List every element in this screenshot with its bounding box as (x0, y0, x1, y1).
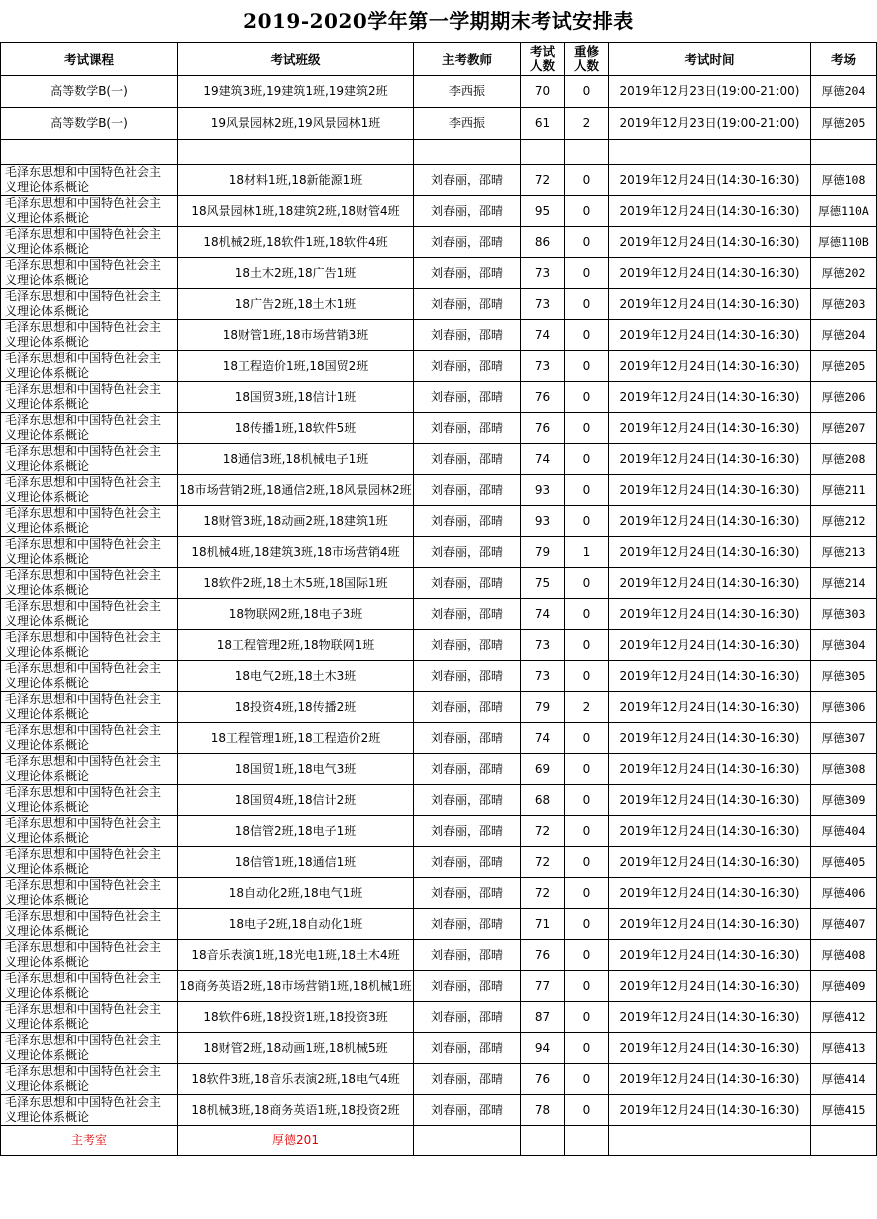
retake-cell: 0 (565, 816, 609, 847)
room-cell: 厚德207 (811, 413, 877, 444)
classes-cell: 18商务英语2班,18市场营销1班,18机械1班 (178, 971, 414, 1002)
header-room: 考场 (811, 43, 877, 76)
time-cell: 2019年12月24日(14:30-16:30) (609, 289, 811, 320)
classes-cell: 18工程造价1班,18国贸2班 (178, 351, 414, 382)
count-cell: 73 (521, 258, 565, 289)
room-cell: 厚德415 (811, 1095, 877, 1126)
room-cell: 厚德307 (811, 723, 877, 754)
retake-cell: 0 (565, 258, 609, 289)
table-row (1, 320, 877, 351)
time-cell: 2019年12月24日(14:30-16:30) (609, 413, 811, 444)
classes-cell: 18信管1班,18通信1班 (178, 847, 414, 878)
room-cell: 厚德212 (811, 506, 877, 537)
table-row (1, 475, 877, 506)
teacher-cell: 刘春丽，邵晴 (414, 537, 521, 568)
teacher-cell: 刘春丽，邵晴 (414, 971, 521, 1002)
retake-cell: 2 (565, 108, 609, 140)
count-cell: 61 (521, 108, 565, 140)
course-cell: 毛泽东思想和中国特色社会主 义理论体系概论 (1, 444, 178, 475)
table-row (1, 878, 877, 909)
room-cell: 厚德203 (811, 289, 877, 320)
table-row (1, 537, 877, 568)
table-row (1, 258, 877, 289)
count-cell: 79 (521, 692, 565, 723)
count-cell: 95 (521, 196, 565, 227)
teacher-cell: 李西振 (414, 76, 521, 108)
classes-cell: 18机械4班,18建筑3班,18市场营销4班 (178, 537, 414, 568)
classes-cell: 18材料1班,18新能源1班 (178, 165, 414, 196)
teacher-cell: 刘春丽，邵晴 (414, 1064, 521, 1095)
teacher-cell: 刘春丽，邵晴 (414, 1002, 521, 1033)
count-cell: 79 (521, 537, 565, 568)
table-row (1, 568, 877, 599)
course-cell: 毛泽东思想和中国特色社会主 义理论体系概论 (1, 1064, 178, 1095)
classes-cell: 19风景园林2班,19风景园林1班 (178, 108, 414, 140)
time-cell: 2019年12月24日(14:30-16:30) (609, 909, 811, 940)
course-cell: 毛泽东思想和中国特色社会主 义理论体系概论 (1, 630, 178, 661)
count-cell: 76 (521, 1064, 565, 1095)
empty-cell (1, 140, 178, 165)
count-cell: 69 (521, 754, 565, 785)
empty-cell (609, 140, 811, 165)
teacher-cell: 刘春丽，邵晴 (414, 196, 521, 227)
time-cell: 2019年12月24日(14:30-16:30) (609, 506, 811, 537)
classes-cell: 18电子2班,18自动化1班 (178, 909, 414, 940)
classes-cell: 18电气2班,18土木3班 (178, 661, 414, 692)
retake-cell: 0 (565, 1064, 609, 1095)
teacher-cell: 刘春丽，邵晴 (414, 165, 521, 196)
table-row (1, 971, 877, 1002)
room-cell: 厚德205 (811, 108, 877, 140)
retake-cell: 0 (565, 940, 609, 971)
classes-cell: 18国贸1班,18电气3班 (178, 754, 414, 785)
retake-cell: 0 (565, 661, 609, 692)
table-row (1, 165, 877, 196)
room-cell: 厚德406 (811, 878, 877, 909)
time-cell: 2019年12月24日(14:30-16:30) (609, 847, 811, 878)
room-cell: 厚德404 (811, 816, 877, 847)
teacher-cell: 刘春丽，邵晴 (414, 630, 521, 661)
course-cell: 毛泽东思想和中国特色社会主 义理论体系概论 (1, 196, 178, 227)
table-row (1, 754, 877, 785)
count-cell: 76 (521, 413, 565, 444)
teacher-cell: 刘春丽，邵晴 (414, 320, 521, 351)
teacher-cell: 刘春丽，邵晴 (414, 444, 521, 475)
course-cell: 毛泽东思想和中国特色社会主 义理论体系概论 (1, 537, 178, 568)
time-cell: 2019年12月24日(14:30-16:30) (609, 785, 811, 816)
count-cell: 77 (521, 971, 565, 1002)
retake-cell: 0 (565, 289, 609, 320)
room-cell: 厚德213 (811, 537, 877, 568)
classes-cell: 18机械2班,18软件1班,18软件4班 (178, 227, 414, 258)
teacher-cell: 刘春丽，邵晴 (414, 599, 521, 630)
classes-cell: 18国贸3班,18信计1班 (178, 382, 414, 413)
table-row (1, 444, 877, 475)
count-cell: 73 (521, 351, 565, 382)
table-row (1, 1095, 877, 1126)
room-cell: 厚德205 (811, 351, 877, 382)
retake-cell: 0 (565, 475, 609, 506)
course-cell: 毛泽东思想和中国特色社会主 义理论体系概论 (1, 971, 178, 1002)
course-cell: 毛泽东思想和中国特色社会主 义理论体系概论 (1, 320, 178, 351)
room-cell: 厚德308 (811, 754, 877, 785)
classes-cell: 18软件2班,18土木5班,18国际1班 (178, 568, 414, 599)
header-count: 考试 人数 (521, 43, 565, 76)
empty-row (1, 140, 877, 165)
room-cell: 厚德208 (811, 444, 877, 475)
table-row (1, 351, 877, 382)
count-cell: 75 (521, 568, 565, 599)
time-cell: 2019年12月24日(14:30-16:30) (609, 351, 811, 382)
retake-cell: 0 (565, 227, 609, 258)
course-cell: 毛泽东思想和中国特色社会主 义理论体系概论 (1, 909, 178, 940)
retake-cell: 0 (565, 754, 609, 785)
table-row (1, 785, 877, 816)
retake-cell: 0 (565, 1095, 609, 1126)
course-cell: 毛泽东思想和中国特色社会主 义理论体系概论 (1, 351, 178, 382)
course-cell: 毛泽东思想和中国特色社会主 义理论体系概论 (1, 723, 178, 754)
course-cell: 高等数学B(一) (1, 76, 178, 108)
teacher-cell: 刘春丽，邵晴 (414, 289, 521, 320)
empty-cell (521, 140, 565, 165)
course-cell: 毛泽东思想和中国特色社会主 义理论体系概论 (1, 754, 178, 785)
teacher-cell: 刘春丽，邵晴 (414, 754, 521, 785)
table-row (1, 692, 877, 723)
course-cell: 毛泽东思想和中国特色社会主 义理论体系概论 (1, 1033, 178, 1064)
table-row (1, 630, 877, 661)
table-row (1, 289, 877, 320)
footer-row (1, 1126, 877, 1156)
course-cell: 毛泽东思想和中国特色社会主 义理论体系概论 (1, 1002, 178, 1033)
teacher-cell: 李西振 (414, 108, 521, 140)
room-cell: 厚德204 (811, 76, 877, 108)
count-cell: 70 (521, 76, 565, 108)
count-cell: 76 (521, 940, 565, 971)
retake-cell: 0 (565, 785, 609, 816)
time-cell: 2019年12月24日(14:30-16:30) (609, 661, 811, 692)
retake-cell: 0 (565, 599, 609, 630)
retake-cell: 0 (565, 1002, 609, 1033)
teacher-cell: 刘春丽，邵晴 (414, 351, 521, 382)
time-cell: 2019年12月24日(14:30-16:30) (609, 196, 811, 227)
course-cell: 毛泽东思想和中国特色社会主 义理论体系概论 (1, 878, 178, 909)
count-cell: 72 (521, 847, 565, 878)
course-cell: 毛泽东思想和中国特色社会主 义理论体系概论 (1, 599, 178, 630)
room-cell: 厚德413 (811, 1033, 877, 1064)
retake-cell: 0 (565, 444, 609, 475)
table-row (1, 1033, 877, 1064)
count-cell: 93 (521, 475, 565, 506)
time-cell: 2019年12月24日(14:30-16:30) (609, 258, 811, 289)
time-cell: 2019年12月24日(14:30-16:30) (609, 878, 811, 909)
time-cell: 2019年12月24日(14:30-16:30) (609, 320, 811, 351)
retake-cell: 0 (565, 568, 609, 599)
table-row (1, 227, 877, 258)
count-cell: 72 (521, 816, 565, 847)
retake-cell: 0 (565, 413, 609, 444)
classes-cell: 18风景园林1班,18建筑2班,18财管4班 (178, 196, 414, 227)
teacher-cell: 刘春丽，邵晴 (414, 1095, 521, 1126)
table-row (1, 723, 877, 754)
room-cell: 厚德206 (811, 382, 877, 413)
time-cell: 2019年12月24日(14:30-16:30) (609, 754, 811, 785)
classes-cell: 19建筑3班,19建筑1班,19建筑2班 (178, 76, 414, 108)
retake-cell: 0 (565, 630, 609, 661)
classes-cell: 18软件6班,18投资1班,18投资3班 (178, 1002, 414, 1033)
teacher-cell: 刘春丽，邵晴 (414, 909, 521, 940)
teacher-cell: 刘春丽，邵晴 (414, 661, 521, 692)
course-cell: 毛泽东思想和中国特色社会主 义理论体系概论 (1, 568, 178, 599)
classes-cell: 18投资4班,18传播2班 (178, 692, 414, 723)
course-cell: 毛泽东思想和中国特色社会主 义理论体系概论 (1, 940, 178, 971)
count-cell: 72 (521, 165, 565, 196)
room-cell: 厚德412 (811, 1002, 877, 1033)
time-cell: 2019年12月24日(14:30-16:30) (609, 940, 811, 971)
room-cell: 厚德405 (811, 847, 877, 878)
retake-cell: 0 (565, 909, 609, 940)
count-cell: 74 (521, 723, 565, 754)
room-cell: 厚德309 (811, 785, 877, 816)
time-cell: 2019年12月24日(14:30-16:30) (609, 692, 811, 723)
time-cell: 2019年12月24日(14:30-16:30) (609, 444, 811, 475)
teacher-cell: 刘春丽，邵晴 (414, 847, 521, 878)
count-cell: 73 (521, 289, 565, 320)
time-cell: 2019年12月24日(14:30-16:30) (609, 1033, 811, 1064)
teacher-cell: 刘春丽，邵晴 (414, 785, 521, 816)
time-cell: 2019年12月24日(14:30-16:30) (609, 537, 811, 568)
count-cell: 93 (521, 506, 565, 537)
retake-cell: 0 (565, 382, 609, 413)
retake-cell: 0 (565, 847, 609, 878)
time-cell: 2019年12月24日(14:30-16:30) (609, 1064, 811, 1095)
room-cell: 厚德414 (811, 1064, 877, 1095)
course-cell: 毛泽东思想和中国特色社会主 义理论体系概论 (1, 475, 178, 506)
count-cell: 73 (521, 661, 565, 692)
table-row (1, 108, 877, 140)
exam-schedule-table (0, 42, 877, 1156)
header-course: 考试课程 (1, 43, 178, 76)
teacher-cell: 刘春丽，邵晴 (414, 506, 521, 537)
course-cell: 毛泽东思想和中国特色社会主 义理论体系概论 (1, 258, 178, 289)
count-cell: 74 (521, 444, 565, 475)
count-cell: 76 (521, 382, 565, 413)
teacher-cell: 刘春丽，邵晴 (414, 692, 521, 723)
course-cell: 高等数学B(一) (1, 108, 178, 140)
count-cell: 87 (521, 1002, 565, 1033)
table-row (1, 940, 877, 971)
empty-cell (414, 140, 521, 165)
empty-cell (811, 140, 877, 165)
time-cell: 2019年12月24日(14:30-16:30) (609, 227, 811, 258)
page-title: 2019-2020学年第一学期期末考试安排表 (243, 9, 634, 33)
retake-cell: 0 (565, 723, 609, 754)
classes-cell: 18财管1班,18市场营销3班 (178, 320, 414, 351)
table-row (1, 506, 877, 537)
count-cell: 74 (521, 599, 565, 630)
retake-cell: 0 (565, 878, 609, 909)
empty-cell (609, 1126, 811, 1156)
course-cell: 毛泽东思想和中国特色社会主 义理论体系概论 (1, 413, 178, 444)
classes-cell: 18物联网2班,18电子3班 (178, 599, 414, 630)
time-cell: 2019年12月24日(14:30-16:30) (609, 568, 811, 599)
header-classes: 考试班级 (178, 43, 414, 76)
classes-cell: 18信管2班,18电子1班 (178, 816, 414, 847)
retake-cell: 0 (565, 351, 609, 382)
teacher-cell: 刘春丽，邵晴 (414, 258, 521, 289)
table-row (1, 847, 877, 878)
classes-cell: 18工程管理1班,18工程造价2班 (178, 723, 414, 754)
empty-cell (178, 140, 414, 165)
classes-cell: 18工程管理2班,18物联网1班 (178, 630, 414, 661)
retake-cell: 0 (565, 1033, 609, 1064)
classes-cell: 18市场营销2班,18通信2班,18风景园林2班 (178, 475, 414, 506)
classes-cell: 18音乐表演1班,18光电1班,18土木4班 (178, 940, 414, 971)
table-row (1, 1002, 877, 1033)
classes-cell: 18财管3班,18动画2班,18建筑1班 (178, 506, 414, 537)
retake-cell: 2 (565, 692, 609, 723)
course-cell: 毛泽东思想和中国特色社会主 义理论体系概论 (1, 227, 178, 258)
room-cell: 厚德214 (811, 568, 877, 599)
room-cell: 厚德204 (811, 320, 877, 351)
time-cell: 2019年12月24日(14:30-16:30) (609, 723, 811, 754)
count-cell: 74 (521, 320, 565, 351)
count-cell: 86 (521, 227, 565, 258)
room-cell: 厚德304 (811, 630, 877, 661)
count-cell: 73 (521, 630, 565, 661)
room-cell: 厚德306 (811, 692, 877, 723)
classes-cell: 18国贸4班,18信计2班 (178, 785, 414, 816)
room-cell: 厚德409 (811, 971, 877, 1002)
classes-cell: 18通信3班,18机械电子1班 (178, 444, 414, 475)
time-cell: 2019年12月24日(14:30-16:30) (609, 630, 811, 661)
table-row (1, 599, 877, 630)
table-row (1, 816, 877, 847)
empty-cell (521, 1126, 565, 1156)
course-cell: 毛泽东思想和中国特色社会主 义理论体系概论 (1, 661, 178, 692)
room-cell: 厚德108 (811, 165, 877, 196)
course-cell: 毛泽东思想和中国特色社会主 义理论体系概论 (1, 165, 178, 196)
table-row (1, 413, 877, 444)
table-row (1, 1064, 877, 1095)
table-row (1, 909, 877, 940)
header-time: 考试时间 (609, 43, 811, 76)
course-cell: 毛泽东思想和中国特色社会主 义理论体系概论 (1, 847, 178, 878)
room-cell: 厚德407 (811, 909, 877, 940)
room-cell: 厚德211 (811, 475, 877, 506)
classes-cell: 18传播1班,18软件5班 (178, 413, 414, 444)
teacher-cell: 刘春丽，邵晴 (414, 940, 521, 971)
table-row (1, 661, 877, 692)
room-cell: 厚德110A (811, 196, 877, 227)
time-cell: 2019年12月24日(14:30-16:30) (609, 475, 811, 506)
classes-cell: 18机械3班,18商务英语1班,18投资2班 (178, 1095, 414, 1126)
time-cell: 2019年12月24日(14:30-16:30) (609, 1095, 811, 1126)
time-cell: 2019年12月24日(14:30-16:30) (609, 816, 811, 847)
retake-cell: 0 (565, 320, 609, 351)
header-row (1, 43, 877, 76)
classes-cell: 18自动化2班,18电气1班 (178, 878, 414, 909)
room-cell: 厚德202 (811, 258, 877, 289)
table-row (1, 196, 877, 227)
time-cell: 2019年12月24日(14:30-16:30) (609, 971, 811, 1002)
course-cell: 毛泽东思想和中国特色社会主 义理论体系概论 (1, 382, 178, 413)
count-cell: 94 (521, 1033, 565, 1064)
classes-cell: 18财管2班,18动画1班,18机械5班 (178, 1033, 414, 1064)
teacher-cell: 刘春丽，邵晴 (414, 227, 521, 258)
header-teacher: 主考教师 (414, 43, 521, 76)
room-cell: 厚德110B (811, 227, 877, 258)
retake-cell: 0 (565, 196, 609, 227)
chief-exam-room-value: 厚德201 (178, 1126, 414, 1156)
time-cell: 2019年12月24日(14:30-16:30) (609, 165, 811, 196)
room-cell: 厚德303 (811, 599, 877, 630)
retake-cell: 1 (565, 537, 609, 568)
table-row (1, 382, 877, 413)
count-cell: 71 (521, 909, 565, 940)
time-cell: 2019年12月24日(14:30-16:30) (609, 382, 811, 413)
empty-cell (414, 1126, 521, 1156)
header-retake: 重修 人数 (565, 43, 609, 76)
room-cell: 厚德408 (811, 940, 877, 971)
count-cell: 68 (521, 785, 565, 816)
teacher-cell: 刘春丽，邵晴 (414, 382, 521, 413)
teacher-cell: 刘春丽，邵晴 (414, 568, 521, 599)
classes-cell: 18软件3班,18音乐表演2班,18电气4班 (178, 1064, 414, 1095)
course-cell: 毛泽东思想和中国特色社会主 义理论体系概论 (1, 816, 178, 847)
count-cell: 72 (521, 878, 565, 909)
course-cell: 毛泽东思想和中国特色社会主 义理论体系概论 (1, 1095, 178, 1126)
course-cell: 毛泽东思想和中国特色社会主 义理论体系概论 (1, 692, 178, 723)
time-cell: 2019年12月24日(14:30-16:30) (609, 1002, 811, 1033)
empty-cell (811, 1126, 877, 1156)
course-cell: 毛泽东思想和中国特色社会主 义理论体系概论 (1, 785, 178, 816)
count-cell: 78 (521, 1095, 565, 1126)
table-row (1, 76, 877, 108)
teacher-cell: 刘春丽，邵晴 (414, 723, 521, 754)
classes-cell: 18广告2班,18土木1班 (178, 289, 414, 320)
teacher-cell: 刘春丽，邵晴 (414, 816, 521, 847)
classes-cell: 18土木2班,18广告1班 (178, 258, 414, 289)
course-cell: 毛泽东思想和中国特色社会主 义理论体系概论 (1, 289, 178, 320)
teacher-cell: 刘春丽，邵晴 (414, 475, 521, 506)
course-cell: 毛泽东思想和中国特色社会主 义理论体系概论 (1, 506, 178, 537)
time-cell: 2019年12月23日(19:00-21:00) (609, 76, 811, 108)
teacher-cell: 刘春丽，邵晴 (414, 878, 521, 909)
time-cell: 2019年12月23日(19:00-21:00) (609, 108, 811, 140)
retake-cell: 0 (565, 506, 609, 537)
empty-cell (565, 140, 609, 165)
teacher-cell: 刘春丽，邵晴 (414, 1033, 521, 1064)
room-cell: 厚德305 (811, 661, 877, 692)
retake-cell: 0 (565, 971, 609, 1002)
retake-cell: 0 (565, 165, 609, 196)
empty-cell (565, 1126, 609, 1156)
teacher-cell: 刘春丽，邵晴 (414, 413, 521, 444)
time-cell: 2019年12月24日(14:30-16:30) (609, 599, 811, 630)
retake-cell: 0 (565, 76, 609, 108)
chief-exam-room-label: 主考室 (1, 1126, 178, 1156)
